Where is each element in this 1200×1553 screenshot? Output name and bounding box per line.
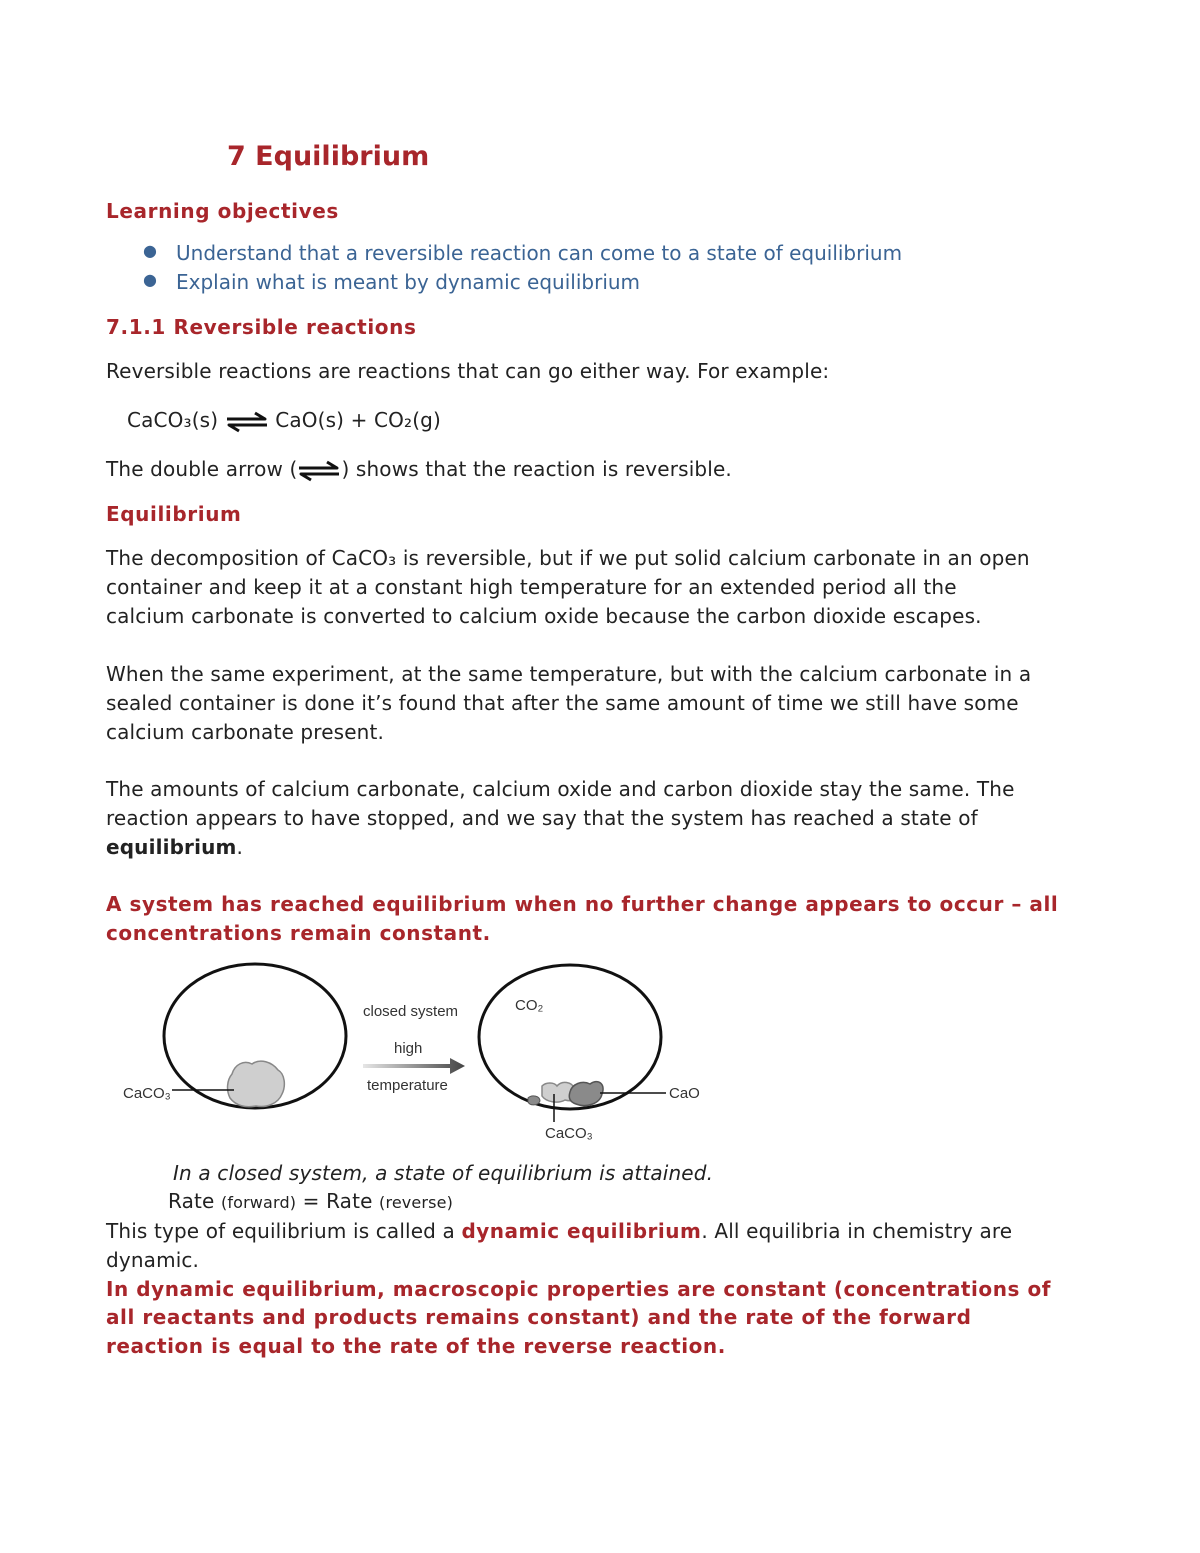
paragraph-line: dynamic.: [106, 1248, 200, 1272]
bullet-icon: ●: [143, 241, 157, 260]
paragraph-line: sealed container is done it’s found that after the same amount of time we still have some: [106, 691, 1019, 715]
definition-line: A system has reached equilibrium when no further change appears to occur – all: [106, 892, 1059, 916]
arrow-note: [106, 457, 732, 482]
figure-label-temperature: temperature: [367, 1077, 448, 1094]
dynamic-equilibrium-term: dynamic equilibrium: [461, 1219, 702, 1243]
objective-text: Explain what is meant by dynamic equilibrium: [176, 270, 641, 294]
paragraph-line: The amounts of calcium carbonate, calcium oxide and carbon dioxide stay the same. The: [106, 777, 1015, 801]
objective-text: Understand that a reversible reaction can come to a state of equilibrium: [176, 241, 903, 265]
figure-label-caco3-left: CaCO₃: [123, 1085, 171, 1102]
caco3-solid-left: [228, 1061, 285, 1107]
objective-item: [143, 241, 903, 265]
section-heading-reversible: 7.1.1 Reversible reactions: [106, 315, 417, 339]
figure-label-high: high: [394, 1040, 423, 1057]
cao-solid: [569, 1082, 603, 1106]
reversible-intro: Reversible reactions are reactions that can go either way. For example:: [106, 359, 830, 383]
paragraph-line: [106, 835, 243, 859]
rate-text: Rate: [168, 1189, 221, 1213]
period: .: [236, 835, 243, 859]
paragraph-line: calcium carbonate present.: [106, 720, 385, 744]
paragraph-line: reaction appears to have stopped, and we say that the system has reached a state of: [106, 806, 978, 830]
figure-label-caco3-bottom: CaCO₃: [545, 1125, 593, 1142]
rate-text: = Rate: [296, 1189, 380, 1213]
figure-caption: In a closed system, a state of equilibrium is attained.: [173, 1161, 714, 1185]
equation: [127, 408, 441, 433]
arrow-note-end: ) shows that the reaction is reversible.: [341, 457, 732, 481]
statement-line: In dynamic equilibrium, macroscopic properties are constant (concentrations of: [106, 1277, 1051, 1301]
statement-line: reaction is equal to the rate of the reverse reaction.: [106, 1334, 726, 1358]
paragraph-line: The decomposition of CaCO₃ is reversible, but if we put solid calcium carbonate in an open: [106, 546, 1030, 570]
bold-term: equilibrium: [106, 835, 237, 859]
figure-label-co2: CO₂: [515, 997, 544, 1014]
definition-line: concentrations remain constant.: [106, 921, 491, 945]
equation-reactant: CaCO₃(s): [127, 408, 219, 432]
equilibrium-arrow-icon: [297, 460, 341, 482]
figure-label-cao: CaO: [669, 1085, 700, 1102]
page-title: 7 Equilibrium: [227, 141, 430, 172]
arrow-note-start: The double arrow (: [106, 457, 298, 481]
paragraph-line: container and keep it at a constant high temperature for an extended period all the: [106, 575, 957, 599]
learning-objectives-heading: Learning objectives: [106, 199, 339, 223]
bullet-icon: ●: [143, 270, 157, 289]
dynamic-text: This type of equilibrium is called a: [106, 1219, 462, 1243]
dynamic-text: . All equilibria in chemistry are: [701, 1219, 1013, 1243]
figure-label-closed-system: closed system: [363, 1003, 459, 1020]
equilibrium-heading: Equilibrium: [106, 502, 242, 526]
statement-line: all reactants and products remains constant) and the rate of the forward: [106, 1305, 972, 1329]
rate-forward: (forward): [220, 1193, 297, 1212]
paragraph-line: [106, 1219, 1012, 1243]
high-temperature-arrow: [363, 1058, 465, 1074]
equilibrium-arrow-icon: [225, 411, 269, 433]
cao-piece: [528, 1096, 540, 1105]
paragraph-line: calcium carbonate is converted to calcium oxide because the carbon dioxide escapes.: [106, 604, 982, 628]
equation-products: CaO(s) + CO₂(g): [275, 408, 441, 432]
rate-equality: [168, 1189, 453, 1213]
rate-reverse: (reverse): [379, 1193, 454, 1212]
objective-item: [143, 270, 641, 294]
paragraph-line: When the same experiment, at the same temperature, but with the calcium carbonate in a: [106, 662, 1032, 686]
